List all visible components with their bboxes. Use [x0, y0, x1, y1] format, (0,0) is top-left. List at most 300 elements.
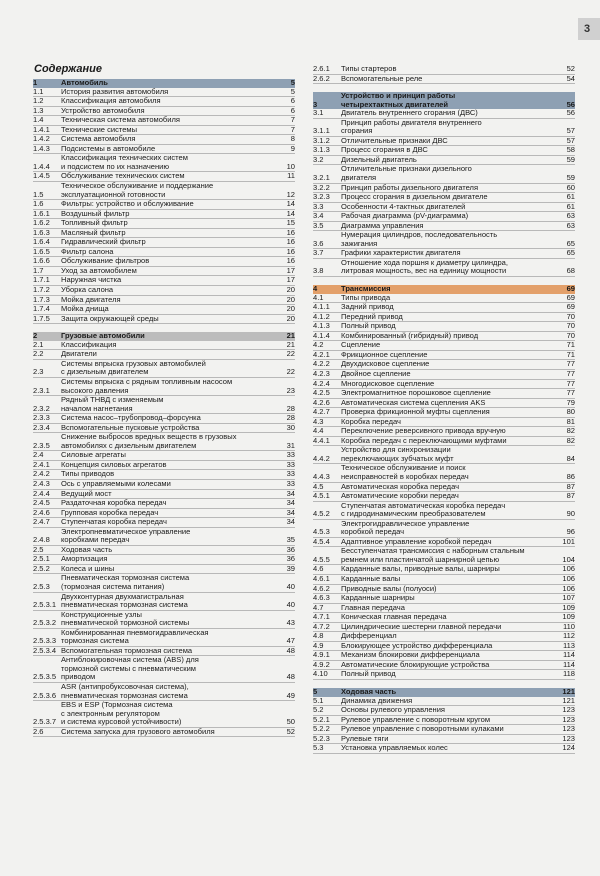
- toc-entry-number: 3.2: [313, 154, 324, 164]
- toc-entry-title: Мойка днища: [61, 304, 109, 314]
- toc-entry-page: 7: [290, 124, 295, 134]
- toc-entry-number: 1.6.4: [33, 237, 50, 247]
- toc-entry-page: 113: [562, 640, 575, 650]
- toc-entry-number: 2.5.3.4: [33, 645, 57, 655]
- toc-entry-title: Двигатели: [61, 349, 97, 359]
- toc-entry-title: Графики характеристик двигателя: [341, 248, 461, 258]
- toc-entry-number: 2.6: [33, 726, 44, 736]
- toc-entry-page: 69: [566, 292, 575, 302]
- toc-entry-title: Ступенчатая автоматическая коробка передач с гидродинамическим преобразователем: [341, 500, 506, 519]
- toc-entry-title: Концепция силовых агрегатов: [61, 459, 167, 469]
- toc-entry-title: Автоматические коробки передач: [341, 491, 459, 501]
- toc-entry-title: Пневматическая тормозная система (тормозная система питания): [61, 573, 190, 591]
- toc-entry-page: 20: [286, 304, 295, 314]
- toc-entry-number: 2.5.3.7: [33, 717, 57, 727]
- toc-entry-title: Нумерация цилиндров, последовательность зажигания: [341, 230, 498, 248]
- toc-entry-number: 1.4.2: [33, 134, 50, 144]
- toc-entry-page: 48: [286, 645, 295, 655]
- toc-entry-title: Электропневматическое управление коробками передач: [61, 526, 191, 545]
- toc-entry-page: 56: [566, 108, 575, 118]
- toc-entry-number: 4.9: [313, 640, 324, 650]
- toc-entry-number: 4.6.1: [313, 573, 330, 583]
- toc-entry-title: Типы привода: [341, 292, 391, 302]
- toc-entry-title: Двухдисковое сцепление: [341, 359, 430, 369]
- toc-entry-number: 1: [33, 78, 38, 87]
- toc-entry-page: 12: [286, 189, 295, 199]
- toc-entry-title: Карданные валы, приводные валы, шарниры: [341, 564, 500, 574]
- toc-entry-page: 77: [566, 368, 575, 378]
- toc-entry-page: 68: [566, 266, 575, 276]
- toc-entry-number: 1.4.5: [33, 171, 50, 181]
- toc-entry-number: 4.4.3: [313, 471, 330, 481]
- toc-entry-number: 2.5.3.2: [33, 618, 57, 628]
- toc-entry[interactable]: [33, 629, 295, 647]
- toc-entry-number: 1.5: [33, 189, 44, 199]
- toc-entry[interactable]: [33, 182, 295, 200]
- toc-entry-page: 23: [286, 385, 295, 395]
- toc-entry-page: 123: [562, 714, 575, 724]
- toc-entry-title: Отличительные признаки ДВС: [341, 135, 448, 145]
- toc-entry-number: 2.4.7: [33, 517, 50, 527]
- toc-entry-page: 63: [566, 220, 575, 230]
- toc-entry-number: 1.7.5: [33, 313, 50, 323]
- toc-entry-number: 1.7.1: [33, 275, 50, 285]
- toc-entry-page: 80: [566, 407, 575, 417]
- toc-entry-number: 4.6.3: [313, 593, 330, 603]
- toc-entry-title: Карданные валы: [341, 573, 401, 583]
- toc-entry-page: 15: [286, 218, 295, 228]
- toc-entry-page: 59: [566, 173, 575, 183]
- page-number: 3: [578, 18, 600, 40]
- toc-entry-page: 39: [286, 563, 295, 573]
- toc-entry-number: 3.6: [313, 238, 324, 248]
- toc-entry-title: Процесс сгорания в дизельном двигателе: [341, 192, 488, 202]
- toc-entry-title: Силовые агрегаты: [61, 450, 126, 460]
- toc-entry-page: 57: [566, 126, 575, 136]
- toc-entry-page: 35: [286, 535, 295, 545]
- toc-entry-page: 28: [286, 403, 295, 413]
- toc-entry[interactable]: [33, 656, 295, 683]
- toc-entry-title: Система насос–трубопровод–форсунка: [61, 413, 201, 423]
- toc-entry-title: Фильтры: устройство и обслуживание: [61, 199, 194, 209]
- toc-entry-title: Амортизация: [61, 554, 108, 564]
- toc-entry-page: 65: [566, 248, 575, 258]
- toc-entry-page: 52: [566, 64, 575, 73]
- toc-entry-number: 4.5.5: [313, 554, 330, 564]
- toc-entry-title: Основы рулевого управления: [341, 705, 446, 715]
- toc-entry-title: Автоматическая коробка передач: [341, 481, 460, 491]
- toc-entry-title: Двухконтурная двухмагистральная пневматическая тормозная система: [61, 591, 188, 610]
- toc-entry-page: 33: [286, 459, 295, 469]
- toc-entry-number: 4.9.2: [313, 659, 330, 669]
- toc-entry[interactable]: [313, 502, 575, 520]
- toc-entry-number: 3.8: [313, 266, 324, 276]
- toc-entry-title: Принцип работы дизельного двигателя: [341, 182, 479, 192]
- toc-entry-number: 3.3: [313, 201, 324, 211]
- toc-entry-title: Рядный ТНВД с изменяемым началом нагнетания: [61, 395, 164, 413]
- toc-entry-title: Топливный фильтр: [61, 218, 128, 228]
- toc-entry-title: Комбинированная пневмогидравлическая тормозная система: [61, 627, 209, 646]
- toc-entry[interactable]: [33, 528, 295, 546]
- toc-entry-number: 2.3.4: [33, 422, 50, 432]
- toc-entry-title: Раздаточная коробка передач: [61, 498, 167, 508]
- toc-entry[interactable]: [33, 574, 295, 592]
- toc-entry-page: 109: [562, 602, 575, 612]
- toc-entry-page: 82: [566, 426, 575, 436]
- toc-entry-number: 5: [313, 687, 318, 696]
- toc-entry-page: 77: [566, 359, 575, 369]
- toc-entry-title: Рулевое управление с поворотным кругом: [341, 714, 491, 724]
- toc-entry[interactable]: [33, 360, 295, 378]
- toc-entry[interactable]: [313, 446, 575, 464]
- toc-entry-number: 2.1: [33, 339, 44, 349]
- toc-entry-number: 3.1.1: [313, 126, 330, 136]
- toc-entry-page: 70: [566, 321, 575, 331]
- toc-entry-number: 4.2.1: [313, 349, 330, 359]
- toc-entry-page: 121: [562, 687, 575, 696]
- toc-entry-title: Карданные шарниры: [341, 593, 415, 603]
- toc-entry-title: Вспомогательные пусковые устройства: [61, 422, 200, 432]
- toc-chapter-header[interactable]: [313, 92, 575, 109]
- toc-entry[interactable]: [33, 433, 295, 451]
- toc-entry-page: 123: [562, 733, 575, 743]
- toc-entry-page: 109: [562, 612, 575, 622]
- toc-entry-page: 7: [290, 115, 295, 125]
- toc-column-right: [313, 65, 575, 754]
- toc-entry-number: 1.4.4: [33, 161, 50, 171]
- toc-entry-number: 4.5.4: [313, 536, 330, 546]
- toc-entry-title: Проверка фрикционной муфты сцепления: [341, 407, 490, 417]
- toc-entry[interactable]: [33, 728, 295, 738]
- toc-entry-number: 2.3.3: [33, 413, 50, 423]
- toc-entry-page: 61: [566, 192, 575, 202]
- toc-entry-number: 2.5.3: [33, 581, 50, 591]
- toc-entry-number: 4.2.6: [313, 397, 330, 407]
- toc-entry-number: 1.7.3: [33, 294, 50, 304]
- toc-entry-number: 4.9.1: [313, 650, 330, 660]
- toc-entry-title: Приводные валы (полуоси): [341, 583, 437, 593]
- toc-entry[interactable]: [313, 259, 575, 277]
- toc-entry-title: Классификация технических систем и подсистем по их назначению: [61, 153, 188, 171]
- toc-entry-number: 2.3.2: [33, 403, 50, 413]
- toc-entry-title: Системы впрыска грузовых автомобилей с дизельным двигателем: [61, 358, 206, 377]
- toc-entry[interactable]: [33, 396, 295, 414]
- toc-entry-title: Техническая система автомобиля: [61, 115, 180, 125]
- toc-entry[interactable]: [33, 701, 295, 728]
- toc-entry-page: 82: [566, 435, 575, 445]
- toc-entry-title: Автоматические блокирующие устройства: [341, 659, 490, 669]
- toc-entry-page: 28: [286, 413, 295, 423]
- toc-entry-number: 1.6.6: [33, 256, 50, 266]
- toc-entry-title: Рабочая диаграмма (pV-диаграмма): [341, 211, 469, 221]
- toc-entry-title: Комбинированный (гибридный) привод: [341, 330, 479, 340]
- toc-entry[interactable]: [313, 744, 575, 754]
- toc-entry-number: 3.1.2: [313, 135, 330, 145]
- toc-entry[interactable]: [313, 520, 575, 538]
- toc-entry-page: 16: [286, 256, 295, 266]
- toc-entry-page: 5: [290, 86, 295, 96]
- toc-entry-title: Цилиндрические шестерни главной передачи: [341, 621, 502, 631]
- toc-entry-number: 5.2.3: [313, 733, 330, 743]
- toc-entry-title: Двойное сцепление: [341, 368, 411, 378]
- toc-entry-number: 4.10: [313, 669, 328, 679]
- toc-entry-number: 2.4.8: [33, 535, 50, 545]
- toc-entry-number: 1.7: [33, 265, 44, 275]
- toc-entry-title: Диаграмма управления: [341, 220, 424, 230]
- toc-entry-number: 5.2.1: [313, 714, 330, 724]
- toc-entry-number: 3.2.2: [313, 182, 330, 192]
- toc-entry-page: 57: [566, 135, 575, 145]
- toc-entry-title: Уход за автомобилем: [61, 265, 137, 275]
- toc-entry-page: 50: [286, 717, 295, 727]
- toc-entry-page: 5: [290, 78, 295, 87]
- toc-entry-number: 4.1.1: [313, 302, 330, 312]
- toc-entry-page: 43: [286, 618, 295, 628]
- toc-entry-page: 21: [286, 339, 295, 349]
- toc-entry-title: Коническая главная передача: [341, 612, 447, 622]
- toc-entry-number: 2.5.3.1: [33, 600, 57, 610]
- toc-entry-number: 1.6.5: [33, 246, 50, 256]
- toc-entry-title: Технические системы: [61, 124, 138, 134]
- toc-entry-page: 106: [562, 564, 575, 574]
- toc-entry-number: 4.1.2: [313, 311, 330, 321]
- toc-entry[interactable]: [313, 119, 575, 137]
- toc-entry-number: 2.5: [33, 544, 44, 554]
- toc-entry-page: 112: [562, 631, 575, 641]
- toc-entry-number: 2.4.1: [33, 459, 50, 469]
- toc-entry-page: 8: [290, 134, 295, 144]
- toc-entry-page: 31: [286, 440, 295, 450]
- toc-entry-title: Устройство и принцип работы четырехтактных двигателей: [341, 91, 456, 109]
- toc-entry-number: 3.4: [313, 211, 324, 221]
- toc-entry-title: Подсистемы в автомобиле: [61, 143, 156, 153]
- toc-entry-page: 52: [286, 726, 295, 736]
- toc-entry-page: 16: [286, 246, 295, 256]
- toc-entry-title: Трансмиссия: [341, 284, 391, 294]
- toc-entry-title: Ведущий мост: [61, 488, 112, 498]
- toc-entry[interactable]: [313, 670, 575, 680]
- toc-entry-title: Колеса и шины: [61, 563, 115, 573]
- toc-entry-title: Грузовые автомобили: [61, 331, 145, 341]
- toc-entry-title: Переключение реверсивного привода вручную: [341, 426, 506, 436]
- toc-entry-title: Передний привод: [341, 311, 403, 321]
- toc-entry-page: 6: [290, 96, 295, 106]
- toc-entry-number: 1.6.2: [33, 218, 50, 228]
- toc-entry[interactable]: [313, 464, 575, 482]
- toc-entry-title: Электромагнитное порошковое сцепление: [341, 388, 491, 398]
- toc-entry-title: История развития автомобиля: [61, 86, 169, 96]
- toc-entry-number: 4.5: [313, 481, 324, 491]
- toc-entry-number: 2.5.1: [33, 554, 50, 564]
- toc-entry-number: 3.5: [313, 220, 324, 230]
- toc-entry[interactable]: [33, 154, 295, 172]
- page-title: Содержание: [34, 63, 102, 75]
- toc-entry-page: 14: [286, 199, 295, 209]
- toc-entry-page: 69: [566, 302, 575, 312]
- toc-entry[interactable]: [313, 547, 575, 565]
- toc-entry-page: 58: [566, 145, 575, 155]
- toc-entry-title: Типы приводов: [61, 469, 115, 479]
- toc-entry-number: 4: [313, 284, 318, 294]
- toc-entry-title: Техническое обслуживание и поддержание эксплуатационной готовности: [61, 181, 214, 199]
- toc-entry-page: 34: [286, 517, 295, 527]
- toc-entry-page: 96: [566, 527, 575, 537]
- toc-entry-number: 2.6.1: [313, 64, 330, 73]
- toc-entry[interactable]: [313, 75, 575, 85]
- toc-entry-page: 70: [566, 311, 575, 321]
- toc-entry-page: 34: [286, 498, 295, 508]
- toc-entry-title: Масляный фильтр: [61, 227, 126, 237]
- toc-entry-title: ASR (антипробуксовочная система), пневматическая тормозная система: [61, 682, 189, 700]
- toc-entry-title: Блокирующее устройство дифференциала: [341, 640, 493, 650]
- toc-entry-number: 4.1: [313, 292, 324, 302]
- toc-entry-page: 21: [286, 331, 295, 341]
- toc-entry-title: Уборка салона: [61, 285, 114, 295]
- toc-entry-number: 3.2.1: [313, 173, 330, 183]
- toc-entry-title: Установка управляемых колес: [341, 743, 448, 753]
- toc-entry-number: 5.2: [313, 705, 324, 715]
- toc-entry-number: 2.4.3: [33, 478, 50, 488]
- toc-entry-title: Фрикционное сцепление: [341, 349, 428, 359]
- toc-entry-title: Принцип работы двигателя внутреннего сгорания: [341, 117, 482, 136]
- toc-entry-title: Полный привод: [341, 669, 396, 679]
- toc-entry-number: 2.6.2: [313, 73, 330, 83]
- toc-entry-number: 4.1.3: [313, 321, 330, 331]
- toc-entry-number: 2.4.4: [33, 488, 50, 498]
- toc-entry-page: 22: [286, 367, 295, 377]
- toc-entry-title: Защита окружающей среды: [61, 313, 159, 323]
- toc-entry-page: 40: [286, 581, 295, 591]
- toc-entry-title: Мойка двигателя: [61, 294, 121, 304]
- toc-entry-number: 4.5.3: [313, 527, 330, 537]
- toc-entry-number: 1.6: [33, 199, 44, 209]
- toc-entry[interactable]: [33, 378, 295, 396]
- toc-entry-page: 106: [562, 583, 575, 593]
- toc-entry-page: 56: [566, 99, 575, 109]
- toc-entry-title: Процесс сгорания в ДВС: [341, 145, 428, 155]
- toc-entry-page: 49: [286, 690, 295, 700]
- toc-entry-page: 86: [566, 471, 575, 481]
- toc-entry[interactable]: [33, 315, 295, 325]
- toc-entry-title: Антиблокировочная система (ABS) для тормозной системы с пневматическим приводом: [61, 655, 199, 682]
- toc-entry-number: 2.3: [33, 367, 44, 377]
- toc-entry-title: Ходовая часть: [341, 687, 397, 696]
- toc-entry-title: Задний привод: [341, 302, 394, 312]
- toc-entry-page: 6: [290, 105, 295, 115]
- toc-entry-number: 4.5.2: [313, 509, 330, 519]
- toc-entry-title: Полный привод: [341, 321, 396, 331]
- toc-entry-number: 1.7.4: [33, 304, 50, 314]
- toc-entry[interactable]: [313, 165, 575, 183]
- toc-entry-page: 123: [562, 724, 575, 734]
- toc-entry-number: 1.3: [33, 105, 44, 115]
- toc-entry-page: 124: [562, 743, 575, 753]
- toc-entry-number: 4.4.1: [313, 435, 330, 445]
- toc-entry-title: Бесступенчатая трансмиссия с наборным стальным ремнем или пластинчатой шарнирной цепью: [341, 546, 525, 564]
- toc-entry-title: Система запуска для грузового автомобиля: [61, 726, 215, 736]
- toc-entry-number: 3.1.3: [313, 145, 330, 155]
- toc-entry-number: 2.5.2: [33, 563, 50, 573]
- toc-entry-page: 114: [562, 650, 575, 660]
- toc-entry-number: 2.5.3.3: [33, 636, 57, 646]
- toc-entry-number: 4.7.2: [313, 621, 330, 631]
- toc-entry-number: 1.6.3: [33, 227, 50, 237]
- toc-entry-page: 90: [566, 509, 575, 519]
- toc-entry-number: 1.4.3: [33, 143, 50, 153]
- toc-entry-title: Главная передача: [341, 602, 405, 612]
- toc-entry-number: 4.4.2: [313, 453, 330, 463]
- toc-entry-page: 34: [286, 488, 295, 498]
- toc-entry-number: 4.7.1: [313, 612, 330, 622]
- toc-entry-number: 4.4: [313, 426, 324, 436]
- toc-entry-page: 59: [566, 154, 575, 164]
- toc-entry-number: 2.4.5: [33, 498, 50, 508]
- toc-entry-title: Гидравлический фильтр: [61, 237, 146, 247]
- toc-entry-number: 4.2.3: [313, 368, 330, 378]
- toc-entry-number: 5.1: [313, 695, 324, 705]
- toc-entry-page: 60: [566, 182, 575, 192]
- toc-entry-number: 2.3.5: [33, 440, 50, 450]
- toc-entry-title: Воздушный фильтр: [61, 208, 130, 218]
- toc-entry-number: 2.4.6: [33, 507, 50, 517]
- toc-entry-page: 87: [566, 491, 575, 501]
- toc-entry-page: 9: [290, 143, 295, 153]
- toc-entry-page: 79: [566, 397, 575, 407]
- toc-entry-number: 4.6: [313, 564, 324, 574]
- toc-entry-title: Устройство автомобиля: [61, 105, 145, 115]
- toc-entry-page: 40: [286, 600, 295, 610]
- toc-entry-number: 3.1: [313, 108, 324, 118]
- toc-entry-page: 54: [566, 73, 575, 83]
- toc-entry[interactable]: [313, 231, 575, 249]
- toc-entry-page: 110: [562, 621, 575, 631]
- toc-entry-number: 5.2.2: [313, 724, 330, 734]
- toc-entry-title: Обслуживание фильтров: [61, 256, 150, 266]
- toc-column-left: [33, 79, 295, 737]
- toc-entry-page: 121: [562, 695, 575, 705]
- toc-entry-page: 16: [286, 237, 295, 247]
- toc-entry-page: 10: [286, 161, 295, 171]
- toc-entry-title: Динамика движения: [341, 695, 413, 705]
- toc-entry-number: 5.3: [313, 743, 324, 753]
- toc-entry-page: 71: [566, 349, 575, 359]
- toc-entry-page: 118: [562, 669, 575, 679]
- toc-entry-number: 3.2.3: [313, 192, 330, 202]
- toc-entry-number: 3: [313, 99, 318, 109]
- toc-entry-number: 2.5.3.6: [33, 690, 57, 700]
- toc-entry-page: 11: [287, 171, 295, 181]
- toc-entry[interactable]: [33, 593, 295, 611]
- toc-entry-title: Системы впрыска с рядным топливным насосом высокого давления: [61, 376, 233, 395]
- toc-entry-page: 101: [562, 536, 575, 546]
- toc-entry-number: 3.7: [313, 248, 324, 258]
- toc-entry[interactable]: [33, 611, 295, 629]
- toc-entry-number: 1.1: [33, 86, 44, 96]
- toc-entry-title: Техническое обслуживание и поиск неисправностей в коробках передач: [341, 463, 469, 481]
- toc-entry-title: Типы стартеров: [341, 64, 397, 73]
- toc-entry-page: 114: [562, 659, 575, 669]
- toc-entry-page: 22: [286, 349, 295, 359]
- toc-entry-title: Адаптивное управление коробкой передач: [341, 536, 492, 546]
- toc-entry-number: 4.1.4: [313, 330, 330, 340]
- toc-entry-number: 4.6.2: [313, 583, 330, 593]
- toc-entry-number: 4.2: [313, 340, 324, 350]
- toc-entry-page: 34: [286, 507, 295, 517]
- toc-entry-title: Наружная чистка: [61, 275, 122, 285]
- toc-entry-number: 4.5.1: [313, 491, 330, 501]
- toc-entry[interactable]: [33, 683, 295, 701]
- toc-entry-title: Групповая коробка передач: [61, 507, 159, 517]
